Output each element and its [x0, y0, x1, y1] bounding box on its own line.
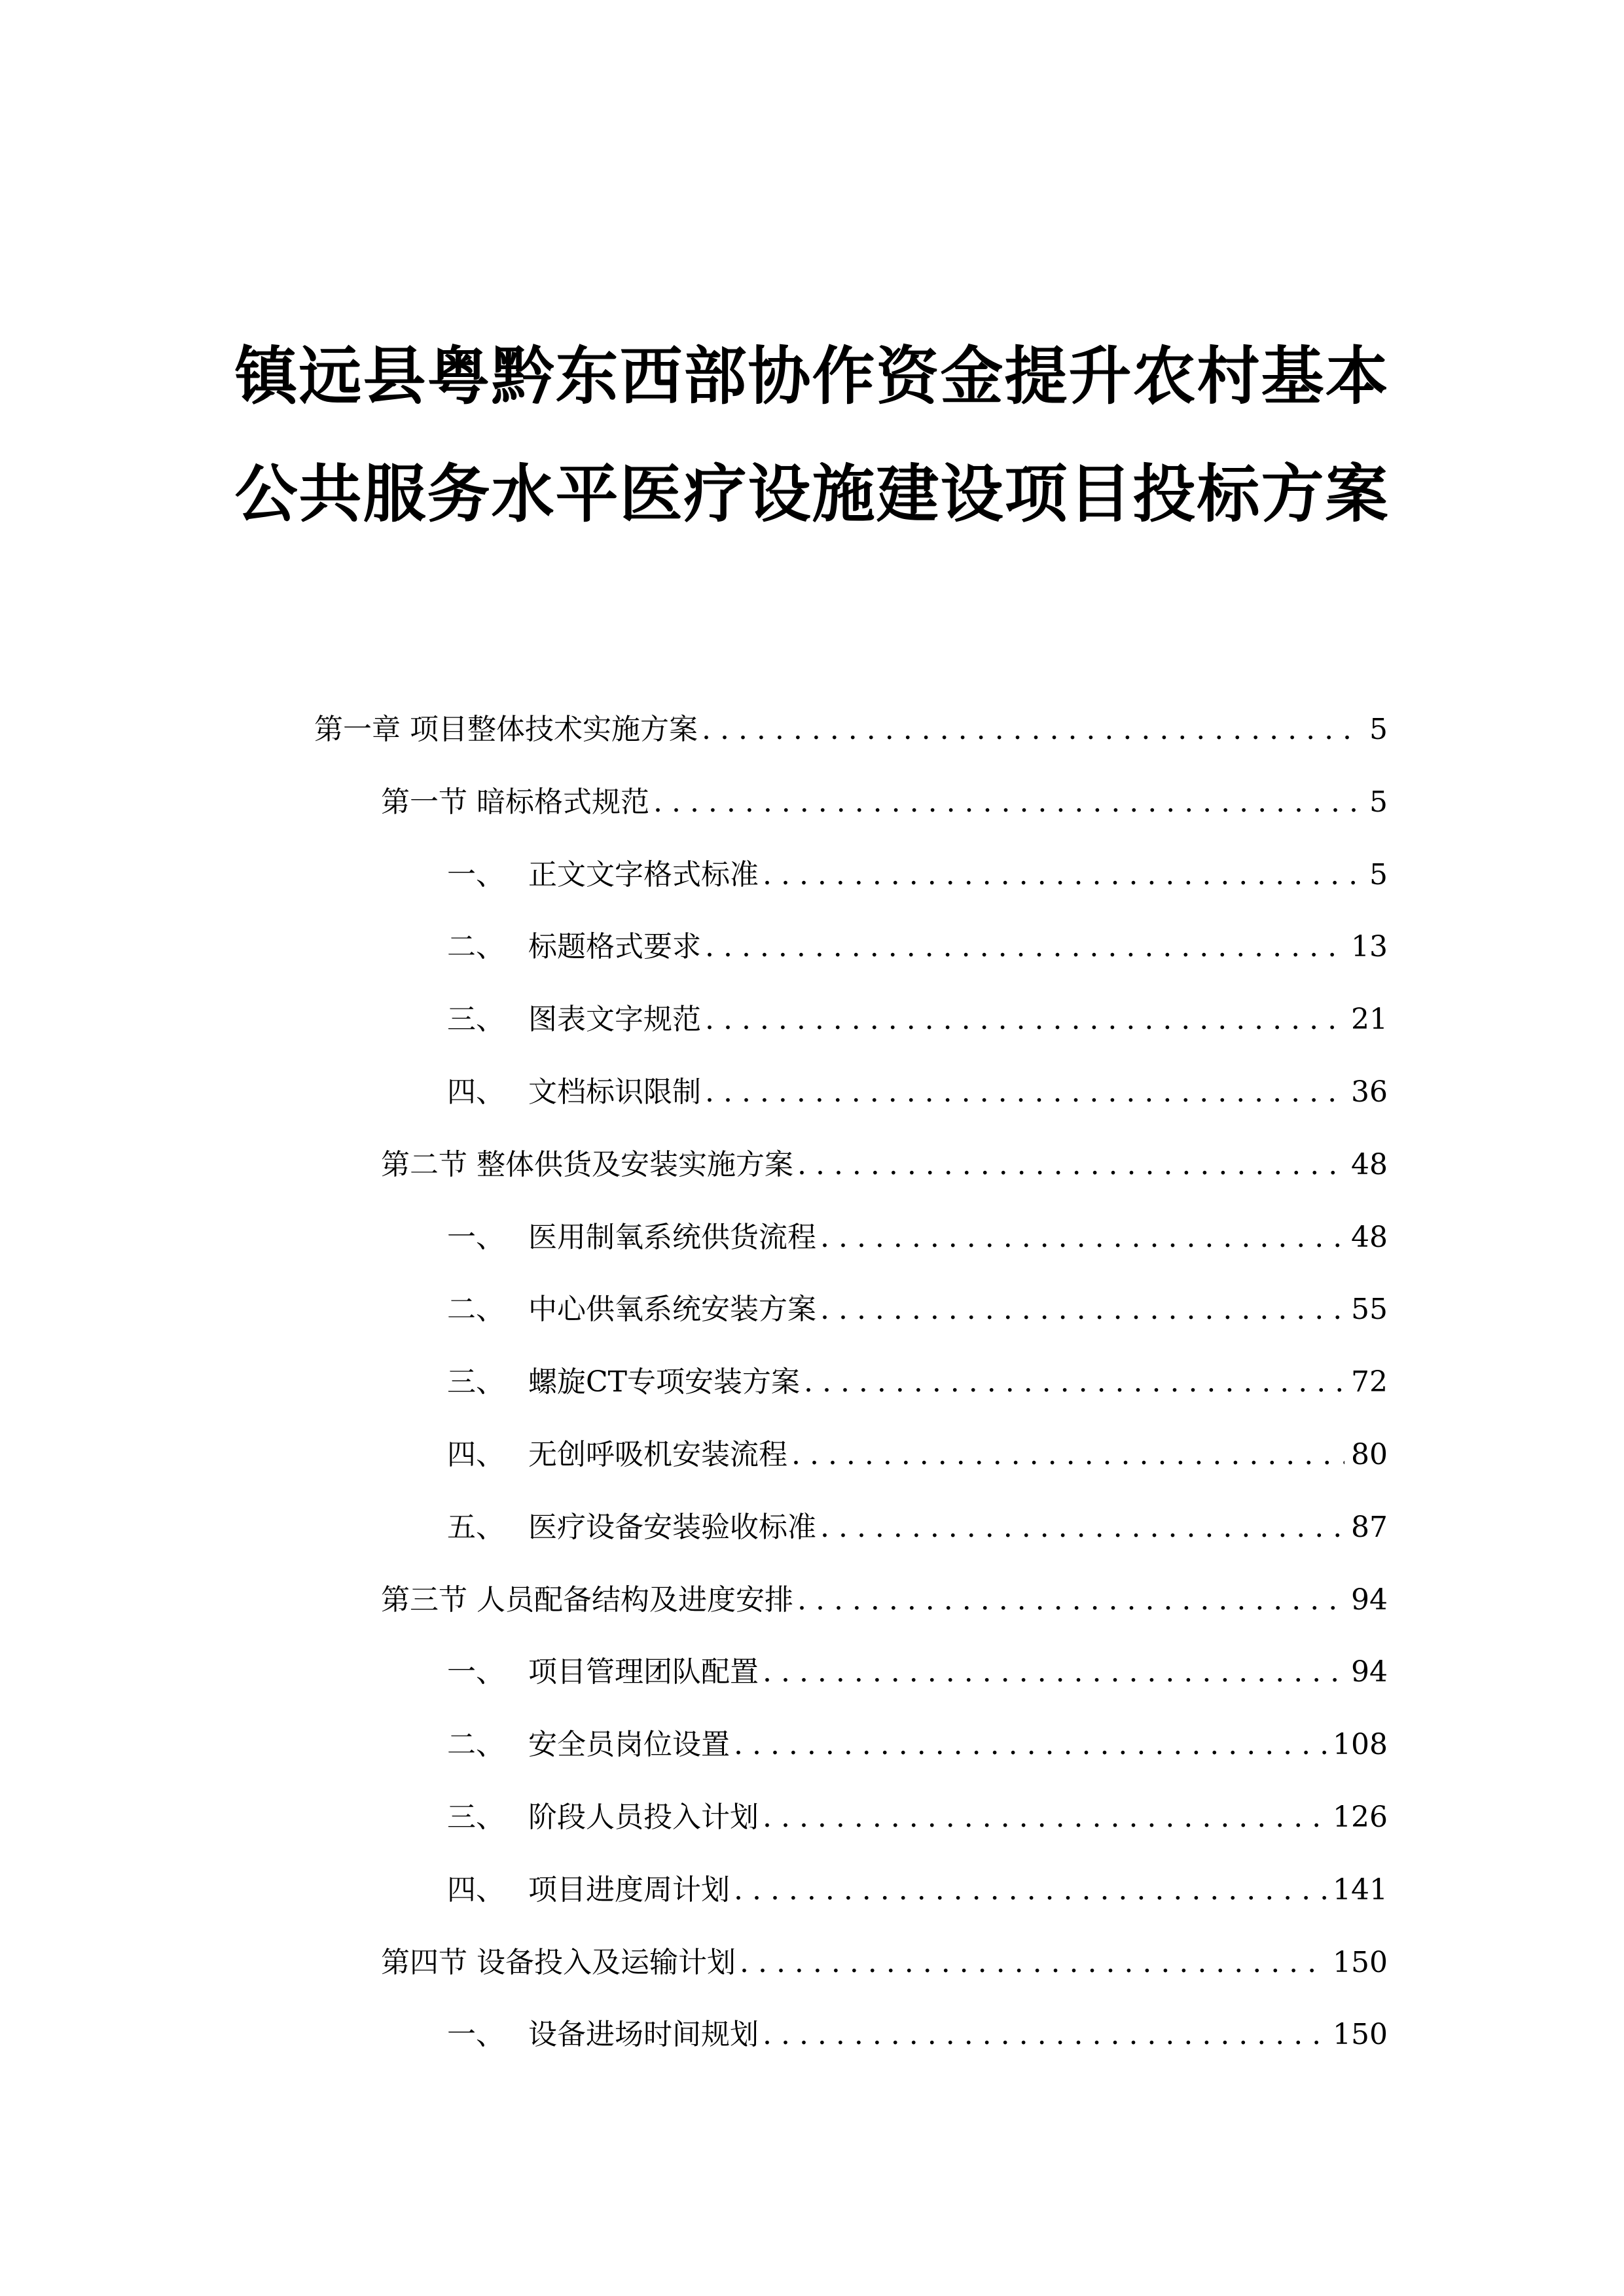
toc-entry[interactable]	[447, 852, 1388, 898]
toc-entry-number: 四、	[447, 1873, 505, 1907]
toc-entry-label: 整体供货及安装实施方案	[477, 1147, 793, 1181]
toc-entry-page: 5	[1369, 857, 1388, 891]
toc-entry-number: 第二节	[381, 1147, 467, 1181]
document-title-line-1: 镇远县粤黔东西部协作资金提升农村基本	[234, 340, 1390, 413]
toc-entry[interactable]	[381, 1142, 1388, 1188]
toc-entry[interactable]	[447, 1287, 1388, 1333]
toc-entry-page: 87	[1351, 1510, 1388, 1544]
toc-entry-number: 第四节	[381, 1945, 467, 1979]
toc-entry-label: 人员配备结构及进度安排	[477, 1583, 793, 1617]
toc-entry[interactable]	[447, 1505, 1388, 1551]
toc-entry-label: 文档标识限制	[528, 1075, 701, 1109]
toc-entry-page: 36	[1351, 1075, 1388, 1109]
toc-entry[interactable]	[447, 1649, 1388, 1695]
toc-entry-label: 设备投入及运输计划	[477, 1945, 736, 1979]
toc-dot-leader	[705, 1069, 1344, 1115]
toc-entry-number: 五、	[447, 1510, 505, 1544]
toc-dot-leader	[820, 1505, 1344, 1551]
toc-entry-label: 标题格式要求	[528, 930, 701, 964]
toc-entry-page: 126	[1333, 1801, 1388, 1834]
toc-entry-label: 螺旋CT专项安装方案	[528, 1365, 801, 1399]
toc-dot-leader	[705, 924, 1344, 970]
document-title-line-2: 公共服务水平医疗设施建设项目投标方案	[234, 457, 1390, 531]
toc-dot-leader	[734, 1867, 1326, 1913]
toc-entry[interactable]	[447, 1359, 1388, 1405]
toc-entry[interactable]	[381, 1940, 1388, 1986]
toc-entry-page: 13	[1351, 930, 1388, 964]
toc-dot-leader	[702, 707, 1363, 753]
toc-entry-page: 141	[1333, 1873, 1388, 1907]
toc-dot-leader	[740, 1940, 1326, 1986]
toc-entry-page: 5	[1369, 785, 1388, 819]
toc-entry-page: 80	[1351, 1438, 1388, 1471]
toc-entry-page: 55	[1351, 1293, 1388, 1327]
toc-entry-label: 项目管理团队配置	[528, 1655, 759, 1689]
toc-dot-leader	[763, 1649, 1344, 1695]
toc-entry-label: 阶段人员投入计划	[528, 1801, 759, 1834]
toc-entry[interactable]	[381, 1577, 1388, 1623]
toc-entry-number: 三、	[447, 1003, 505, 1037]
toc-entry-label: 正文文字格式标准	[528, 857, 759, 891]
toc-entry-page: 94	[1351, 1655, 1388, 1689]
toc-dot-leader	[653, 780, 1363, 825]
toc-entry-label: 安全员岗位设置	[528, 1728, 730, 1762]
toc-entry-page: 108	[1333, 1728, 1388, 1762]
toc-dot-leader	[820, 1287, 1344, 1333]
toc-entry-label: 医用制氧系统供货流程	[528, 1220, 816, 1254]
toc-entry[interactable]	[381, 780, 1388, 825]
toc-entry[interactable]	[447, 997, 1388, 1043]
toc-entry-page: 72	[1351, 1365, 1388, 1399]
toc-entry-number: 四、	[447, 1438, 505, 1471]
toc-entry[interactable]	[447, 1432, 1388, 1478]
toc-entry-number: 二、	[447, 930, 505, 964]
toc-dot-leader	[820, 1215, 1344, 1261]
toc-entry-number: 第一章	[314, 713, 401, 746]
toc-entry-page: 94	[1351, 1583, 1388, 1617]
toc-dot-leader	[763, 2012, 1326, 2058]
toc-entry-page: 48	[1351, 1147, 1388, 1181]
toc-entry-label: 项目进度周计划	[528, 1873, 730, 1907]
toc-entry[interactable]	[447, 1795, 1388, 1840]
toc-dot-leader	[734, 1722, 1326, 1768]
toc-dot-leader	[797, 1577, 1344, 1623]
toc-entry-number: 二、	[447, 1293, 505, 1327]
toc-entry-label: 无创呼吸机安装流程	[528, 1438, 787, 1471]
toc-entry-label: 设备进场时间规划	[528, 2018, 759, 2052]
toc-entry-label: 中心供氧系统安装方案	[528, 1293, 816, 1327]
toc-entry-number: 一、	[447, 857, 505, 891]
toc-entry-page: 150	[1333, 2018, 1388, 2052]
toc-entry-page: 48	[1351, 1220, 1388, 1254]
toc-entry[interactable]	[447, 1722, 1388, 1768]
toc-dot-leader	[791, 1432, 1344, 1478]
toc-entry-number: 第三节	[381, 1583, 467, 1617]
toc-entry[interactable]	[314, 707, 1388, 753]
toc-entry-number: 二、	[447, 1728, 505, 1762]
toc-entry-label: 暗标格式规范	[477, 785, 649, 819]
toc-entry-number: 一、	[447, 1655, 505, 1689]
toc-entry-label: 项目整体技术实施方案	[410, 713, 698, 746]
toc-entry[interactable]	[447, 1215, 1388, 1261]
toc-entry-label: 图表文字规范	[528, 1003, 701, 1037]
toc-entry-page: 21	[1351, 1003, 1388, 1037]
toc-entry-number: 三、	[447, 1801, 505, 1834]
toc-dot-leader	[705, 997, 1344, 1043]
toc-entry-number: 一、	[447, 2018, 505, 2052]
toc-dot-leader	[763, 1795, 1326, 1840]
toc-entry[interactable]	[447, 1867, 1388, 1913]
toc-entry-number: 第一节	[381, 785, 467, 819]
toc-entry-page: 150	[1333, 1945, 1388, 1979]
toc-entry-label: 医疗设备安装验收标准	[528, 1510, 816, 1544]
toc-entry[interactable]	[447, 2012, 1388, 2058]
toc-entry[interactable]	[447, 1069, 1388, 1115]
toc-entry-number: 三、	[447, 1365, 505, 1399]
toc-dot-leader	[804, 1359, 1344, 1405]
toc-entry-number: 一、	[447, 1220, 505, 1254]
toc-entry-page: 5	[1369, 713, 1388, 746]
toc-entry[interactable]	[447, 924, 1388, 970]
toc-dot-leader	[763, 852, 1363, 898]
toc-dot-leader	[797, 1142, 1344, 1188]
toc-entry-number: 四、	[447, 1075, 505, 1109]
